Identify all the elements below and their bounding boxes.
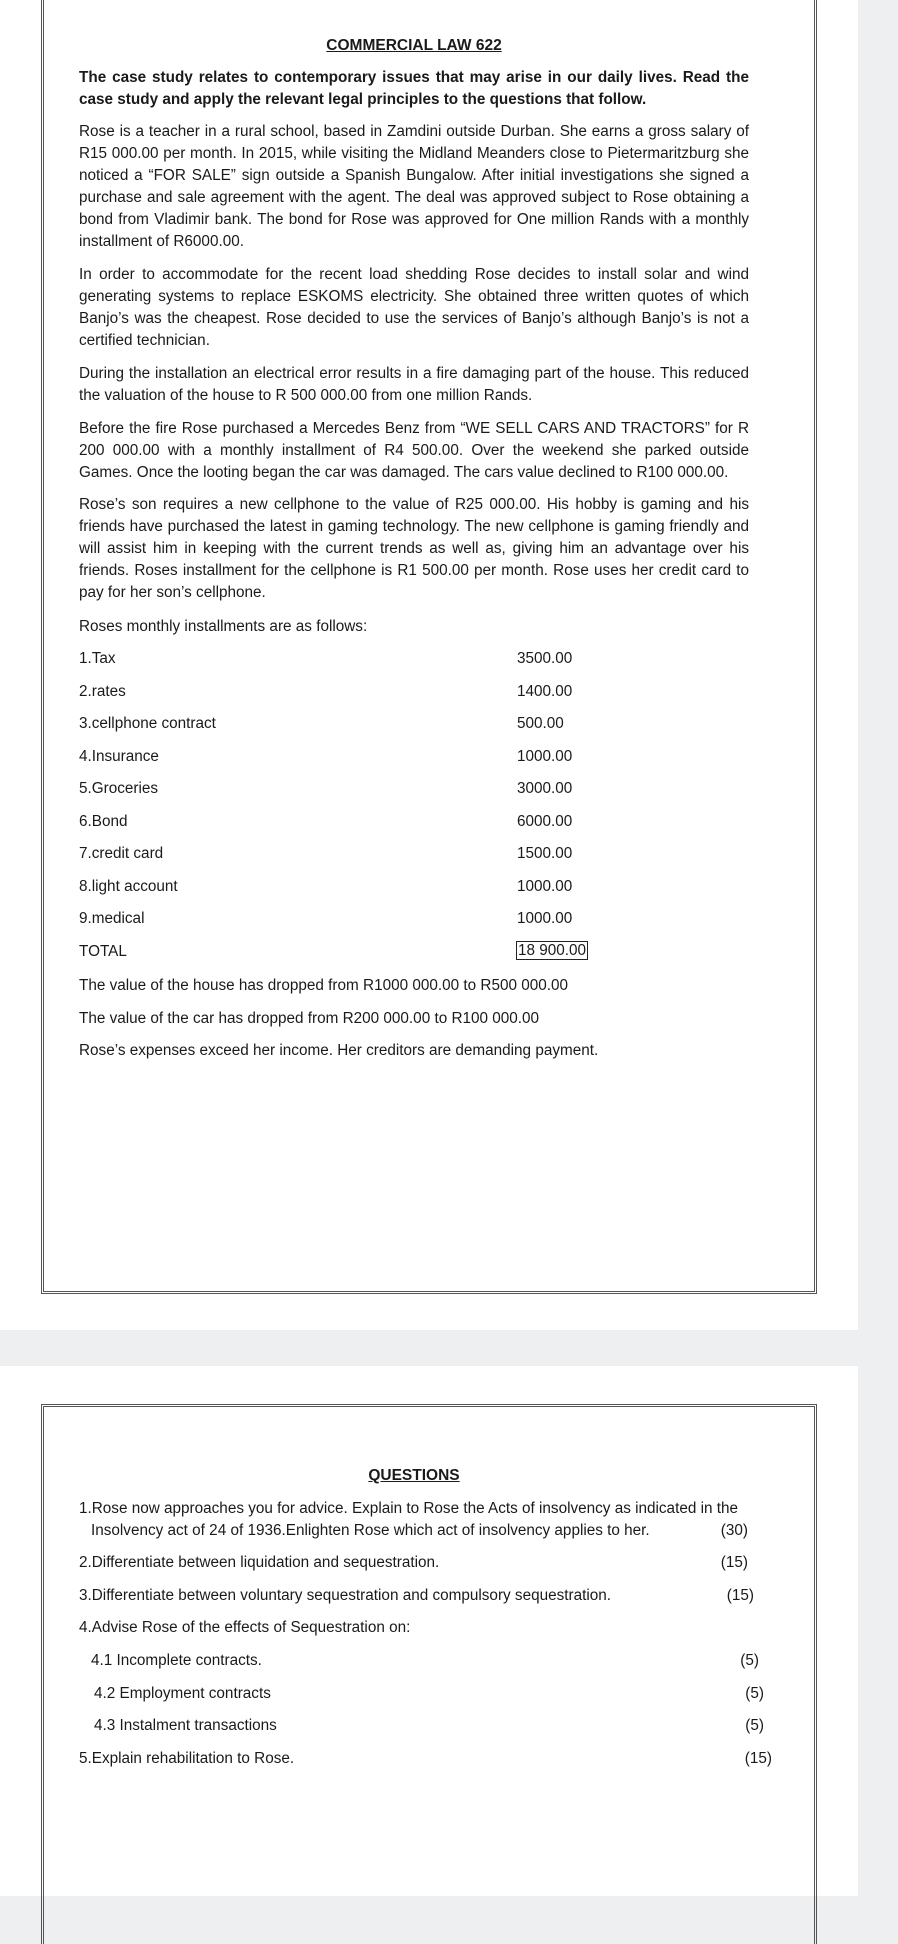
question-4-2-mark: (5): [745, 1685, 764, 1702]
installment-label: 2.rates: [79, 683, 126, 700]
installment-value: 500.00: [517, 715, 564, 732]
question-1-line-2: Insolvency act of 24 of 1936.Enlighten Rose which act of insolvency applies to her.: [91, 1522, 650, 1539]
question-4-1: 4.1 Incomplete contracts.: [91, 1652, 262, 1669]
paragraph-2: In order to accommodate for the recent load shedding Rose decides to install solar and wind generating systems to replace ESKOMS electricity. She obtained three written quotes of which Banjo’s was the cheapest. Rose decided to use the services of Banjo’s although Banjo’s is not a certified technician.: [79, 266, 749, 349]
installment-label: 3.cellphone contract: [79, 715, 216, 732]
questions-title: QUESTIONS: [368, 1467, 460, 1484]
paragraph-1: Rose is a teacher in a rural school, based in Zamdini outside Durban. She earns a gross salary of R15 000.00 per month. In 2015, while visiting the Midland Meanders close to Pietermaritzburg she noticed a “FOR SALE” sign outside a Spanish Bungalow. After initial investigations she signed a purchase and sale agreement with the agent. The deal was approved subject to Rose obtaining a bond from Vladimir bank. The bond for Rose was approved for One million Rands with a monthly installment of R6000.00.: [79, 123, 749, 250]
question-2-mark: (15): [720, 1554, 748, 1571]
installment-label: 8.light account: [79, 878, 178, 895]
installment-value: 1000.00: [517, 910, 573, 927]
installment-value: 1000.00: [517, 878, 573, 895]
question-2: 2.Differentiate between liquidation and sequestration.: [79, 1554, 440, 1571]
question-3-mark: (15): [726, 1587, 754, 1604]
paragraph-4: Before the fire Rose purchased a Mercedes Benz from “WE SELL CARS AND TRACTORS” for R 200 000.00 with a monthly installment of R4 500.00. Over the weekend she parked outside Games. Once the looting began the car was damaged. The cars value declined to R100 000.00.: [79, 420, 749, 481]
question-4: 4.Advise Rose of the effects of Sequestration on:: [79, 1619, 411, 1636]
question-4-3-mark: (5): [745, 1717, 764, 1734]
question-5-mark: (15): [744, 1750, 772, 1767]
question-5: 5.Explain rehabilitation to Rose.: [79, 1750, 295, 1767]
paragraph-3: During the installation an electrical error results in a fire damaging part of the house. This reduced the valuation of the house to R 500 000.00 from one million Rands.: [79, 365, 749, 404]
installment-value: 1000.00: [517, 748, 573, 765]
closing-line-2: The value of the car has dropped from R200 000.00 to R100 000.00: [79, 1010, 540, 1027]
installment-value: 3000.00: [517, 780, 573, 797]
installment-value: 3500.00: [517, 650, 573, 667]
total-label: TOTAL: [79, 943, 127, 960]
question-1-mark: (30): [720, 1522, 748, 1539]
question-4-1-mark: (5): [740, 1652, 759, 1669]
question-4-2: 4.2 Employment contracts: [94, 1685, 271, 1702]
installment-value: 6000.00: [517, 813, 573, 830]
installment-label: 7.credit card: [79, 845, 164, 862]
total-value: 18 900.00: [518, 942, 587, 959]
installment-label: 1.Tax: [79, 650, 116, 667]
intro-text: The case study relates to contemporary issues that may arise in our daily lives. Read the case study and apply the relevant legal principles to the questions that follow.: [79, 69, 749, 108]
installments-heading: Roses monthly installments are as follows:: [79, 618, 368, 635]
installment-label: 6.Bond: [79, 813, 128, 830]
closing-line-1: The value of the house has dropped from R1000 000.00 to R500 000.00: [79, 977, 569, 994]
installment-label: 9.medical: [79, 910, 145, 927]
question-4-3: 4.3 Instalment transactions: [94, 1717, 277, 1734]
question-3: 3.Differentiate between voluntary sequestration and compulsory sequestration.: [79, 1587, 612, 1604]
installment-label: 4.Insurance: [79, 748, 159, 765]
installment-value: 1500.00: [517, 845, 573, 862]
document-title: COMMERCIAL LAW 622: [326, 37, 502, 54]
paragraph-5: Rose’s son requires a new cellphone to the value of R25 000.00. His hobby is gaming and his friends have purchased the latest in gaming technology. The new cellphone is gaming friendly and will assist him in keeping with the current trends as well as, giving him an advantage over his friends. Roses installment for the cellphone is R1 500.00 per month. Rose uses her credit card to pay for her son’s cellphone.: [79, 496, 749, 601]
closing-line-3: Rose’s expenses exceed her income. Her creditors are demanding payment.: [79, 1042, 599, 1059]
installment-value: 1400.00: [517, 683, 573, 700]
question-1-line-1: 1.Rose now approaches you for advice. Explain to Rose the Acts of insolvency as indicated in the: [79, 1500, 738, 1517]
installment-label: 5.Groceries: [79, 780, 159, 797]
